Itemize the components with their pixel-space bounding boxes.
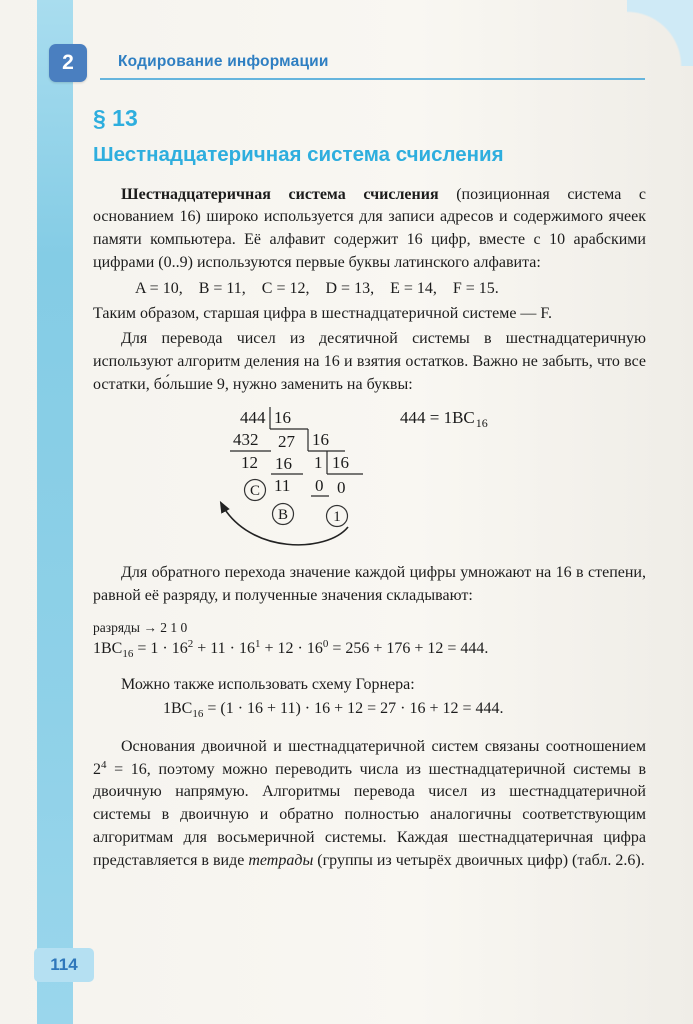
division-quotient-1: 27 [278,432,295,452]
tetrad-paragraph-text: Основания двоичной и шестнадцатеричной систем связаны соотношением 2 [93,737,646,778]
division-result [400,408,488,430]
long-division-svg [215,404,645,556]
division-divisor-3: 16 [332,453,349,473]
remainder-letter-b: B [277,507,289,524]
reverse-conversion-paragraph: Для обратного перехода значение каждой цифры умножают на 16 в степени, равной её разряду, и полученные значения складывают: [93,564,646,604]
remainder-digit-1: 1 [333,509,341,526]
formula-exponent: 1 [254,637,261,650]
formula-part: 1BC [93,639,123,657]
formula-subscript: 16 [192,708,204,721]
page-number: 114 [50,955,78,974]
formula-exponent: 2 [187,637,194,650]
top-right-corner-decoration [627,0,693,66]
division-result-subscript: 16 [475,416,488,431]
digit-positions-label: разряды → 2 1 0 [93,619,188,635]
formula-part: = 1 · 16 [133,639,188,657]
division-product-1: 432 [233,430,259,450]
division-quotient-2: 1 [314,453,323,473]
division-divisor-1: 16 [274,408,291,428]
section-title: Шестнадцатеричная система счисления [93,142,504,166]
chapter-number-badge [49,44,87,82]
division-remainder-1: 12 [241,453,258,473]
tetrad-paragraph [93,736,646,872]
formula-part: + 12 · 16 [260,639,323,657]
intro-paragraph-bold: Шестнадцатеричная система счисления [121,185,439,203]
intro-paragraph [93,184,646,275]
chapter-number: 2 [62,51,74,74]
chapter-title: Кодирование информации [118,53,329,70]
remainder-letter-c: C [249,483,261,500]
intro-paragraph-text: (позиционная система с основанием 16) широко используется для записи адресов и содержимого ячеек памяти компьютера. Её алфавит содержит 16 цифр, вместе с 10 арабскими цифрами (0..9) используются первые буквы латинского алфавита: [93,185,646,271]
hex-digit-letters-line: A = 10, B = 11, C = 12, D = 13, E = 14, F = 15. [135,279,499,297]
highest-digit-line: Таким образом, старшая цифра в шестнадцатеричной системе — F. [93,305,553,323]
formula-part: + 11 · 16 [193,639,255,657]
horner-intro-paragraph: Можно также использовать схему Горнера: [121,675,415,693]
division-product-3: 0 [315,476,324,496]
tetrad-exponent: 4 [101,758,107,771]
page-content [93,102,646,874]
formula-part: 1BC [163,700,193,718]
division-quotient-3: 0 [337,478,346,498]
division-intro-paragraph: Для перевода чисел из десятичной системы в шестнадцатеричную используют алгоритм деления на 16 и взятия остатков. Важно не забыть, что все остатки, бо́льшие 9, нужно заменить на буквы: [93,330,646,393]
division-product-2: 16 [275,454,292,474]
horner-formula [163,698,646,721]
left-margin-strip [37,0,73,1024]
tetrad-term-italic: тетрады [248,851,314,869]
formula-part: = (1 · 16 + 11) · 16 + 12 = 27 · 16 + 12 = 444. [203,700,504,718]
formula-exponent: 0 [322,637,329,650]
long-division-figure [215,404,646,556]
page-number-badge [34,948,94,982]
division-divisor-2: 16 [312,430,329,450]
division-dividend: 444 [240,408,266,428]
tetrad-paragraph-text: (группы из четырёх двоичных цифр) (табл. 2.6). [313,851,645,869]
formula-subscript: 16 [122,647,134,660]
header-rule [100,78,645,80]
expansion-formula [93,638,646,661]
division-remainder-2: 11 [274,476,291,496]
formula-part: = 256 + 176 + 12 = 444. [328,639,489,657]
tetrad-paragraph-text: = 16, поэтому можно переводить числа из шестнадцатеричной системы в двоичную напрямую. Алгоритмы перевода чисел из шестнадцатеричной системы в двоичную и обратно полностью аналогичны соответствующим алгоритмам для восьмеричной системы. Каждая шестнадцатеричная цифра представляется в виде [93,760,646,869]
division-result-main: 444 = 1BC [400,408,475,428]
section-number: § 13 [93,105,138,131]
